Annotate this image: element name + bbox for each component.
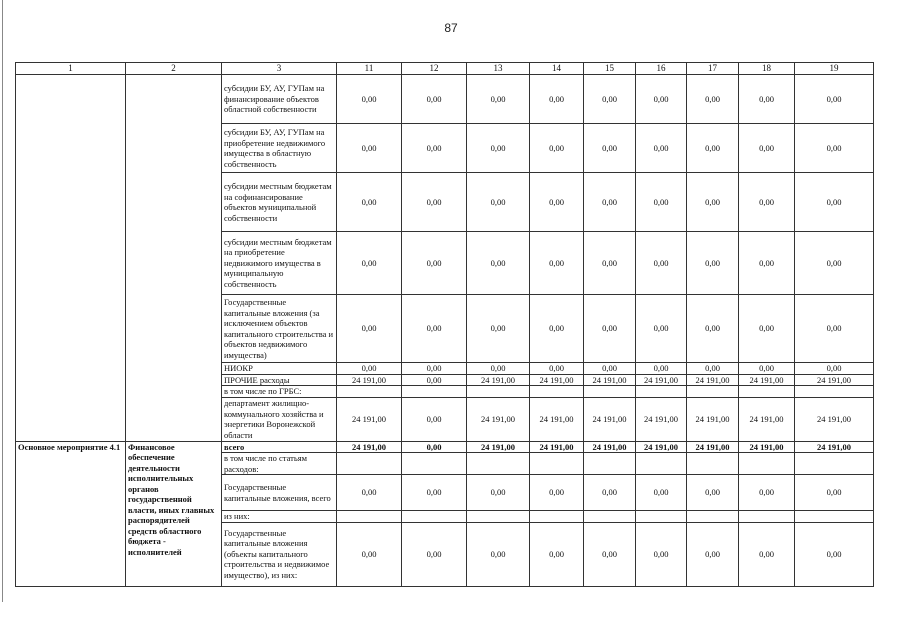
header-cell: 15 bbox=[584, 63, 636, 75]
value-cell: 24 191,00 bbox=[636, 374, 687, 386]
value-cell: 24 191,00 bbox=[584, 397, 636, 441]
row-label: Государственные капитальные вложения, всего bbox=[222, 475, 337, 511]
value-cell bbox=[636, 511, 687, 523]
value-cell: 0,00 bbox=[687, 124, 739, 173]
value-cell: 0,00 bbox=[584, 232, 636, 295]
value-cell bbox=[402, 511, 467, 523]
value-cell: 0,00 bbox=[402, 232, 467, 295]
row-label: субсидии местным бюджетам на софинансирование объектов муниципальной собственности bbox=[222, 173, 337, 232]
value-cell: 0,00 bbox=[795, 522, 874, 586]
value-cell: 24 191,00 bbox=[636, 441, 687, 453]
value-cell: 24 191,00 bbox=[687, 441, 739, 453]
value-cell: 0,00 bbox=[636, 75, 687, 124]
value-cell bbox=[467, 511, 530, 523]
value-cell bbox=[337, 386, 402, 398]
value-cell: 0,00 bbox=[584, 124, 636, 173]
value-cell bbox=[584, 386, 636, 398]
value-cell: 0,00 bbox=[584, 173, 636, 232]
value-cell: 0,00 bbox=[636, 522, 687, 586]
value-cell bbox=[402, 386, 467, 398]
value-cell bbox=[530, 511, 584, 523]
value-cell: 0,00 bbox=[795, 295, 874, 363]
value-cell: 0,00 bbox=[337, 295, 402, 363]
value-cell: 0,00 bbox=[795, 124, 874, 173]
value-cell: 0,00 bbox=[530, 363, 584, 375]
value-cell: 0,00 bbox=[795, 232, 874, 295]
value-cell: 24 191,00 bbox=[687, 374, 739, 386]
value-cell bbox=[337, 511, 402, 523]
header-cell: 19 bbox=[795, 63, 874, 75]
value-cell bbox=[739, 511, 795, 523]
value-cell: 0,00 bbox=[739, 522, 795, 586]
row-label: субсидии БУ, АУ, ГУПам на приобретение недвижимого имущества в областную собственность bbox=[222, 124, 337, 173]
value-cell bbox=[467, 453, 530, 475]
value-cell: 0,00 bbox=[636, 173, 687, 232]
value-cell bbox=[337, 453, 402, 475]
value-cell: 0,00 bbox=[795, 173, 874, 232]
value-cell: 0,00 bbox=[636, 232, 687, 295]
value-cell: 0,00 bbox=[467, 475, 530, 511]
header-cell: 13 bbox=[467, 63, 530, 75]
value-cell: 0,00 bbox=[636, 363, 687, 375]
value-cell: 0,00 bbox=[467, 124, 530, 173]
budget-table bbox=[15, 62, 874, 587]
value-cell: 0,00 bbox=[402, 475, 467, 511]
value-cell bbox=[636, 453, 687, 475]
header-cell: 18 bbox=[739, 63, 795, 75]
value-cell: 0,00 bbox=[402, 173, 467, 232]
activity-name-cell: Финансовое обеспечение деятельности исполнительных органов государственной власти, иных главных распорядителей средств областного бюджета - исполнителей bbox=[126, 441, 222, 586]
budget-table-area bbox=[15, 62, 873, 602]
value-cell: 0,00 bbox=[467, 232, 530, 295]
value-cell: 0,00 bbox=[739, 75, 795, 124]
value-cell: 0,00 bbox=[337, 173, 402, 232]
value-cell bbox=[584, 511, 636, 523]
value-cell: 0,00 bbox=[739, 232, 795, 295]
value-cell: 0,00 bbox=[687, 522, 739, 586]
value-cell bbox=[467, 386, 530, 398]
row-label: ПРОЧИЕ расходы bbox=[222, 374, 337, 386]
value-cell: 0,00 bbox=[337, 124, 402, 173]
value-cell: 24 191,00 bbox=[584, 374, 636, 386]
value-cell bbox=[687, 453, 739, 475]
header-cell: 12 bbox=[402, 63, 467, 75]
header-cell: 3 bbox=[222, 63, 337, 75]
value-cell: 0,00 bbox=[337, 475, 402, 511]
header-row bbox=[16, 63, 874, 75]
value-cell: 24 191,00 bbox=[337, 397, 402, 441]
value-cell: 0,00 bbox=[584, 363, 636, 375]
value-cell: 24 191,00 bbox=[530, 397, 584, 441]
value-cell: 0,00 bbox=[402, 295, 467, 363]
value-cell: 0,00 bbox=[530, 124, 584, 173]
page-number: 87 bbox=[444, 21, 458, 35]
row-label: НИОКР bbox=[222, 363, 337, 375]
row-label: Государственные капитальные вложения (объекты капитального строительства и недвижимое имущество), из них: bbox=[222, 522, 337, 586]
table-row bbox=[16, 75, 874, 124]
value-cell: 24 191,00 bbox=[584, 441, 636, 453]
row-label: субсидии БУ, АУ, ГУПам на финансирование объектов областной собственности bbox=[222, 75, 337, 124]
row-label: в том числе по статьям расходов: bbox=[222, 453, 337, 475]
value-cell: 0,00 bbox=[739, 295, 795, 363]
value-cell: 24 191,00 bbox=[739, 374, 795, 386]
row-label: в том числе по ГРБС: bbox=[222, 386, 337, 398]
value-cell: 24 191,00 bbox=[337, 441, 402, 453]
row-label: из них: bbox=[222, 511, 337, 523]
header-cell: 17 bbox=[687, 63, 739, 75]
value-cell: 0,00 bbox=[584, 295, 636, 363]
value-cell bbox=[739, 386, 795, 398]
header-cell: 2 bbox=[126, 63, 222, 75]
value-cell: 24 191,00 bbox=[739, 397, 795, 441]
header-cell: 14 bbox=[530, 63, 584, 75]
value-cell bbox=[530, 453, 584, 475]
value-cell bbox=[530, 386, 584, 398]
sheet-edge bbox=[2, 0, 3, 602]
value-cell: 0,00 bbox=[795, 75, 874, 124]
row-label: субсидии местным бюджетам на приобретение недвижимого имущества в муниципальную собственность bbox=[222, 232, 337, 295]
value-cell: 0,00 bbox=[402, 374, 467, 386]
value-cell: 0,00 bbox=[739, 173, 795, 232]
value-cell: 0,00 bbox=[402, 397, 467, 441]
value-cell: 0,00 bbox=[584, 475, 636, 511]
value-cell: 24 191,00 bbox=[467, 397, 530, 441]
value-cell: 24 191,00 bbox=[795, 374, 874, 386]
empty-cell bbox=[16, 75, 126, 442]
row-label: всего bbox=[222, 441, 337, 453]
activity-code-cell: Основное мероприятие 4.1 bbox=[16, 441, 126, 586]
header-cell: 1 bbox=[16, 63, 126, 75]
value-cell: 24 191,00 bbox=[467, 374, 530, 386]
value-cell: 0,00 bbox=[795, 475, 874, 511]
value-cell: 0,00 bbox=[337, 363, 402, 375]
value-cell: 24 191,00 bbox=[795, 397, 874, 441]
value-cell bbox=[739, 453, 795, 475]
value-cell: 24 191,00 bbox=[337, 374, 402, 386]
value-cell: 0,00 bbox=[402, 363, 467, 375]
value-cell: 0,00 bbox=[584, 75, 636, 124]
value-cell bbox=[795, 386, 874, 398]
value-cell: 24 191,00 bbox=[687, 397, 739, 441]
table-row bbox=[16, 441, 874, 453]
value-cell: 0,00 bbox=[530, 173, 584, 232]
empty-cell bbox=[126, 75, 222, 442]
value-cell: 0,00 bbox=[402, 75, 467, 124]
value-cell bbox=[584, 453, 636, 475]
value-cell: 0,00 bbox=[687, 173, 739, 232]
table-body bbox=[16, 63, 874, 587]
value-cell: 0,00 bbox=[739, 475, 795, 511]
value-cell: 0,00 bbox=[402, 441, 467, 453]
header-cell: 16 bbox=[636, 63, 687, 75]
value-cell: 0,00 bbox=[402, 124, 467, 173]
value-cell: 0,00 bbox=[687, 232, 739, 295]
value-cell: 24 191,00 bbox=[636, 397, 687, 441]
value-cell: 24 191,00 bbox=[795, 441, 874, 453]
value-cell: 0,00 bbox=[687, 363, 739, 375]
value-cell: 24 191,00 bbox=[739, 441, 795, 453]
value-cell: 0,00 bbox=[739, 363, 795, 375]
value-cell: 24 191,00 bbox=[530, 374, 584, 386]
value-cell: 0,00 bbox=[530, 475, 584, 511]
value-cell bbox=[795, 511, 874, 523]
row-label: департамент жилищно-коммунального хозяйства и энергетики Воронежской области bbox=[222, 397, 337, 441]
value-cell: 0,00 bbox=[739, 124, 795, 173]
value-cell bbox=[687, 511, 739, 523]
value-cell: 0,00 bbox=[467, 173, 530, 232]
value-cell: 0,00 bbox=[467, 295, 530, 363]
value-cell: 0,00 bbox=[467, 363, 530, 375]
value-cell bbox=[687, 386, 739, 398]
value-cell: 0,00 bbox=[687, 75, 739, 124]
value-cell: 0,00 bbox=[530, 232, 584, 295]
row-label: Государственные капитальные вложения (за исключением объектов капитального строительства и объектов недвижимого имущества) bbox=[222, 295, 337, 363]
value-cell bbox=[402, 453, 467, 475]
value-cell bbox=[795, 453, 874, 475]
value-cell: 0,00 bbox=[337, 232, 402, 295]
value-cell: 0,00 bbox=[687, 295, 739, 363]
value-cell bbox=[636, 386, 687, 398]
value-cell: 0,00 bbox=[337, 522, 402, 586]
header-cell: 11 bbox=[337, 63, 402, 75]
value-cell: 0,00 bbox=[795, 363, 874, 375]
value-cell: 0,00 bbox=[530, 75, 584, 124]
value-cell: 0,00 bbox=[530, 522, 584, 586]
value-cell: 0,00 bbox=[687, 475, 739, 511]
value-cell: 0,00 bbox=[636, 124, 687, 173]
value-cell: 0,00 bbox=[337, 75, 402, 124]
value-cell: 0,00 bbox=[530, 295, 584, 363]
value-cell: 0,00 bbox=[402, 522, 467, 586]
value-cell: 0,00 bbox=[467, 75, 530, 124]
value-cell: 24 191,00 bbox=[467, 441, 530, 453]
value-cell: 0,00 bbox=[636, 295, 687, 363]
value-cell: 0,00 bbox=[584, 522, 636, 586]
value-cell: 0,00 bbox=[636, 475, 687, 511]
value-cell: 24 191,00 bbox=[530, 441, 584, 453]
value-cell: 0,00 bbox=[467, 522, 530, 586]
